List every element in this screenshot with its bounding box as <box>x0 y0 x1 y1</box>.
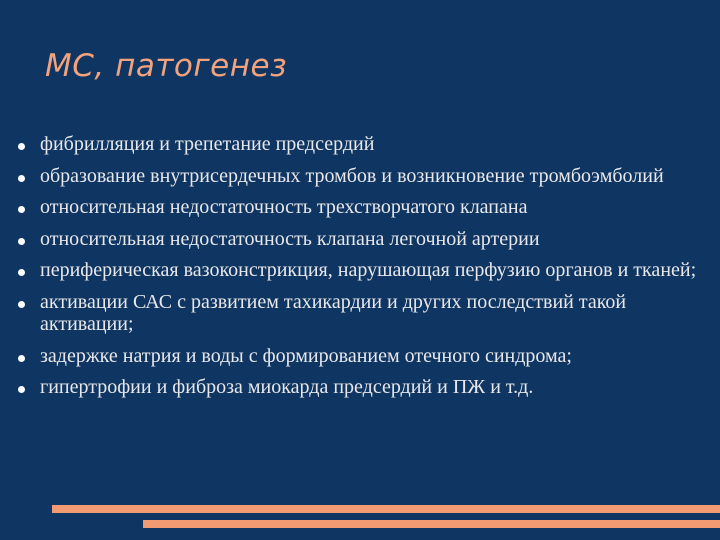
bullet-text: относительная недостаточность трехстворчатого клапана <box>40 196 528 218</box>
bullet-dot-icon <box>18 175 25 182</box>
bullet-text: задержке натрия и воды с формированием отечного синдрома; <box>40 344 572 367</box>
bullet-dot-icon <box>18 386 25 393</box>
bullet-item <box>18 196 698 219</box>
bullet-dot-icon <box>18 206 25 213</box>
bullet-item <box>18 376 698 399</box>
bullet-item <box>18 165 698 188</box>
bullet-text: активации САС с развитием тахикардии и других последствий такой активации; <box>40 290 627 335</box>
bullet-item <box>18 259 698 282</box>
bullet-dot-icon <box>18 301 25 308</box>
bullet-item <box>18 133 698 156</box>
bullet-text: фибрилляция и трепетание предсердий <box>40 133 375 155</box>
bullet-text: относительная недостаточность клапана легочной артерии <box>40 227 540 250</box>
accent-bar-bottom <box>143 520 720 528</box>
bullet-dot-icon <box>18 269 25 276</box>
bullet-dot-icon <box>18 143 25 150</box>
bullet-text: гипертрофии и фиброза миокарда предсердий и ПЖ и т.д. <box>40 376 534 398</box>
bullet-item <box>18 228 698 251</box>
bullet-dot-icon <box>18 355 25 362</box>
bullet-item <box>18 291 698 336</box>
accent-bar-top <box>52 505 720 513</box>
bullet-text: образование внутрисердечных тромбов и возникновение тромбоэмболий <box>40 164 664 187</box>
bullet-text: периферическая вазоконстрикция, нарушающая перфузию органов и тканей; <box>40 259 697 281</box>
slide-title: МС, патогенез <box>45 48 288 84</box>
bullet-list <box>18 133 698 408</box>
bullet-dot-icon <box>18 238 25 245</box>
bullet-item <box>18 345 698 368</box>
